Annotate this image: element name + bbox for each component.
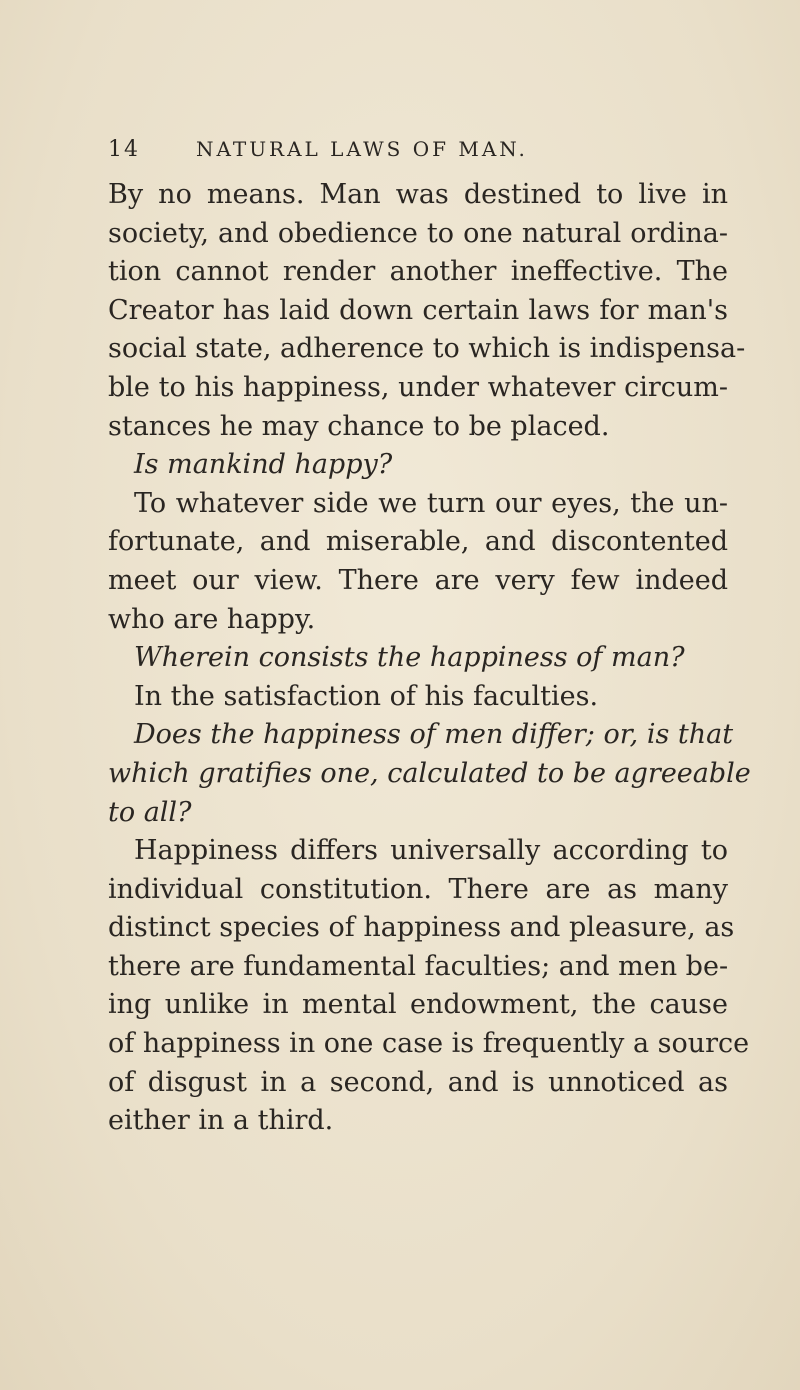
text-line: social state, adherence to which is indispensa- xyxy=(108,333,746,365)
text-line: who are happy. xyxy=(108,603,316,635)
running-head: NATURAL LAWS OF MAN. xyxy=(196,137,528,161)
text-line: society, and obedience to one natural ordina- xyxy=(108,217,728,249)
text-line: distinct species of happiness and pleasure, as xyxy=(108,912,735,944)
text-line: there are fundamental faculties; and men be- xyxy=(108,950,729,982)
question-line: which gratifies one, calculated to be agreeable xyxy=(108,757,751,789)
text-line: To whatever side we turn our eyes, the un- xyxy=(134,487,728,519)
text-line: Happiness differs universally according to xyxy=(134,835,728,867)
text-line: ble to his happiness, under whatever circum- xyxy=(108,371,728,403)
text-line: of disgust in a second, and is unnoticed as xyxy=(108,1066,728,1098)
page-header xyxy=(108,137,718,171)
text-line: fortunate, and miserable, and discontented xyxy=(108,526,728,558)
question-line: Wherein consists the happiness of man? xyxy=(134,642,685,674)
text-line: ing unlike in mental endowment, the cause xyxy=(108,989,728,1021)
question-line: to all? xyxy=(108,796,192,828)
text-line: In the satisfaction of his faculties. xyxy=(134,680,599,712)
page-body xyxy=(108,176,751,1141)
question-line: Is mankind happy? xyxy=(134,449,393,481)
text-line: tion cannot render another ineffective. The xyxy=(108,256,728,288)
text-line: stances he may chance to be placed. xyxy=(108,410,610,442)
text-line: By no means. Man was destined to live in xyxy=(108,179,728,210)
text-line: meet our view. There are very few indeed xyxy=(108,564,728,596)
text-line: Creator has laid down certain laws for man's xyxy=(108,294,728,326)
text-line: individual constitution. There are as many xyxy=(108,873,728,905)
text-line: either in a third. xyxy=(108,1105,334,1137)
page-number: 14 xyxy=(108,137,140,162)
text-line: of happiness in one case is frequently a source xyxy=(108,1028,750,1060)
question-line: Does the happiness of men differ; or, is that xyxy=(134,719,734,751)
